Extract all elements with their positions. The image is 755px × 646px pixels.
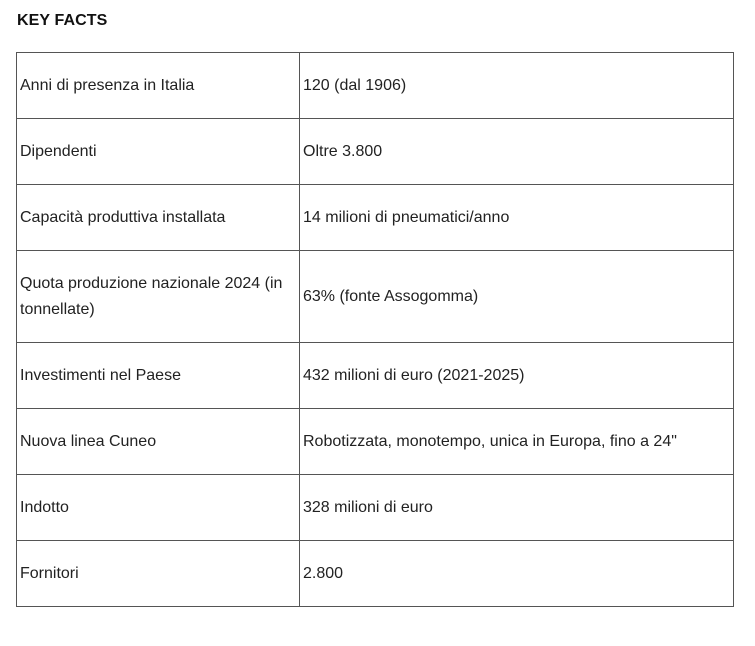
table-row [17, 475, 734, 541]
key-facts-table [16, 52, 734, 607]
fact-value: 14 milioni di pneumatici/anno [300, 185, 734, 251]
fact-value: 2.800 [300, 541, 734, 607]
fact-value: Oltre 3.800 [300, 119, 734, 185]
fact-label: Quota produzione nazionale 2024 (in tonnellate) [17, 251, 300, 343]
table-row [17, 53, 734, 119]
fact-label: Nuova linea Cuneo [17, 409, 300, 475]
fact-label: Investimenti nel Paese [17, 343, 300, 409]
table-row [17, 185, 734, 251]
fact-value: 328 milioni di euro [300, 475, 734, 541]
fact-value: Robotizzata, monotempo, unica in Europa, fino a 24" [300, 409, 734, 475]
table-row [17, 343, 734, 409]
table-row [17, 409, 734, 475]
fact-value: 120 (dal 1906) [300, 53, 734, 119]
fact-label: Capacità produttiva installata [17, 185, 300, 251]
section-heading: KEY FACTS [17, 12, 108, 29]
fact-value: 432 milioni di euro (2021-2025) [300, 343, 734, 409]
fact-value: 63% (fonte Assogomma) [300, 251, 734, 343]
table-row [17, 251, 734, 343]
fact-label: Fornitori [17, 541, 300, 607]
fact-label: Dipendenti [17, 119, 300, 185]
table-row [17, 119, 734, 185]
fact-label: Indotto [17, 475, 300, 541]
table-row [17, 541, 734, 607]
fact-label: Anni di presenza in Italia [17, 53, 300, 119]
